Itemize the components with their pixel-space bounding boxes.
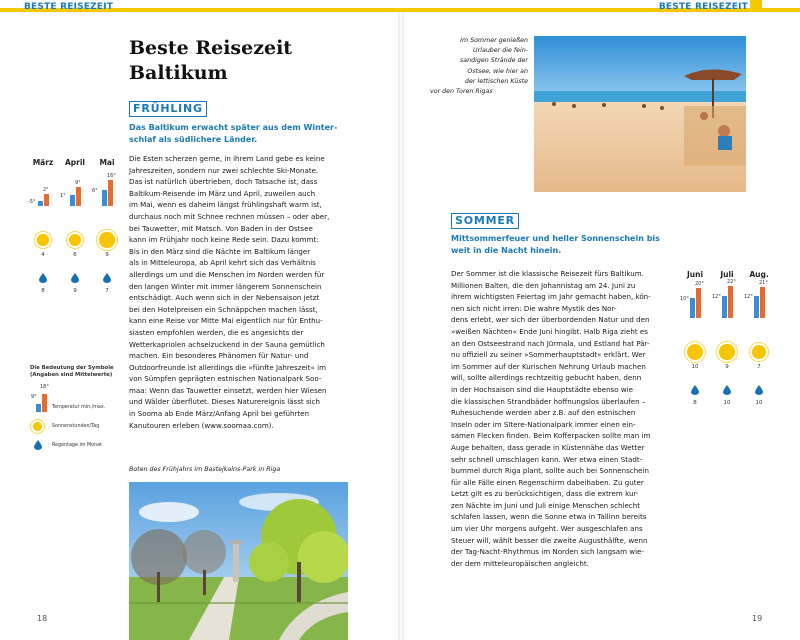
summer-body-line: in der Hochsaison sind die Hauptstädte ebenso wie	[451, 384, 633, 394]
summer-month-label: Juni	[686, 270, 704, 279]
summer-caption-line: der lettischen Küste	[465, 77, 528, 85]
summer-body-text	[451, 268, 669, 569]
summer-temp-bars	[744, 280, 774, 318]
summer-caption-line: Ostsee, wie hier an	[467, 67, 528, 75]
summer-body-line: ihrem wichtigsten Feiertag im Jahr gemacht haben, kön-	[451, 292, 651, 302]
summer-rain-days: 10	[755, 400, 763, 406]
page-number-left: 18	[37, 614, 48, 623]
spring-temp-min-label: 6°	[92, 188, 98, 194]
spring-temp-max-bar	[76, 187, 81, 206]
legend-sun-label: Sonnenstunden/Tag	[52, 424, 100, 429]
summer-body-line: nu offiziell zu seiner »Sommerhauptstadt« erklärt. Wer	[451, 350, 646, 360]
spring-body-line: als in Mitteleuropa, ab April kehrt sich das Verhältnis	[129, 258, 316, 268]
summer-intro-line-2: weit in die Nacht hinein.	[451, 246, 562, 255]
legend-sun-icon	[33, 422, 42, 431]
spring-rain-icon	[39, 273, 47, 283]
summer-climate-chart	[680, 270, 780, 420]
page-number-right: 19	[752, 614, 763, 623]
summer-body-line: Steuer will, wählt besser die zweite Augusthälfte, wenn	[451, 535, 648, 545]
title-line-2: Baltikum	[129, 62, 228, 84]
spring-body-line: den langen Winter mit immer längerem Sonnenschein	[129, 281, 322, 291]
summer-intro	[451, 233, 681, 257]
legend-temp-symbol	[31, 384, 52, 412]
park-illustration	[129, 482, 348, 640]
spring-body-line: Kanutouren erleben (www.soomaa.com).	[129, 420, 274, 430]
spring-temp-max-bar	[108, 180, 113, 206]
summer-month-column	[744, 270, 774, 406]
summer-temp-max-label: 22°	[727, 279, 736, 285]
summer-rain-days: 10	[723, 400, 731, 406]
spring-sun-hours: 6	[73, 252, 77, 258]
spring-body-line: Wetterkapriolen achselzuckend in der Sauna gemütlich	[129, 339, 325, 349]
summer-body-line: der Tag-Nacht-Rhythmus im Norden sich langsam wie-	[451, 547, 644, 557]
summer-temp-min-bar	[754, 296, 759, 318]
spring-body-line: durchaus noch mit Schnee rechnen müssen – oder aber,	[129, 211, 330, 221]
running-header-left: BESTE REISEZEIT	[24, 2, 114, 12]
spring-sun-icon	[37, 234, 48, 245]
summer-temp-min-label: 10°	[680, 296, 689, 302]
summer-body-line: zen Nächte im Juni und Juli einige Menschen schlecht	[451, 500, 640, 510]
spring-temp-max-label: 2°	[43, 187, 49, 193]
summer-rain-days: 8	[693, 400, 697, 406]
summer-sun-icon	[719, 344, 734, 359]
spring-temp-min-label: -5°	[28, 199, 36, 205]
summer-intro-line-1: Mittsommerfeuer und heller Sonnenschein bis	[451, 234, 660, 243]
summer-temp-min-label: 12°	[744, 294, 753, 300]
spring-intro-line-2: schlaf als südlichere Länder.	[129, 135, 258, 144]
spring-body-line: in Sooma ab Ende März/Anfang April bei geführten	[129, 409, 310, 419]
summer-body-line: nen sich nicht irren: Die wahre Mystik des Nor-	[451, 303, 617, 313]
spring-body-line: Jahreszeiten, sondern nur zwei schlechte Ski-Monate.	[129, 165, 319, 175]
legend-title	[30, 365, 120, 379]
spring-month-column	[92, 158, 122, 294]
spring-temp-min-bar	[102, 190, 107, 206]
spring-park-photo	[129, 482, 348, 640]
spring-body-line: maa: Wenn das Tauwetter einsetzt, werden hier Wiesen	[129, 385, 327, 395]
spring-rain-days: 8	[41, 288, 45, 294]
summer-temp-bars	[712, 279, 742, 318]
summer-body-line: der dem mitteleuropäischen angleicht.	[451, 558, 589, 568]
spring-body-text	[129, 153, 349, 431]
spring-body-line: Bis in den März sind die Nächte im Baltikum länger	[129, 246, 311, 256]
summer-temp-max-label: 20°	[695, 281, 704, 287]
summer-body-line: Auge behalten, dass gerade in Küstennähe das Wetter	[451, 442, 645, 452]
running-header-right: BESTE REISEZEIT	[658, 2, 748, 12]
summer-temp-max-bar	[696, 288, 701, 318]
spring-rain-icon	[103, 273, 111, 283]
summer-temp-max-label: 21°	[759, 280, 768, 286]
summer-month-label: Aug.	[749, 270, 769, 279]
spring-sun-icon	[69, 234, 82, 247]
spring-body-line: und Wälder überflutet. Dieses Naturereignis lässt sich	[129, 397, 321, 407]
summer-body-line: Letzt gilt es zu berücksichtigen, dass die extrem kur-	[451, 489, 639, 499]
season-label-spring: FRÜHLING	[129, 101, 207, 117]
spring-temp-max-bar	[44, 194, 49, 206]
spring-temp-bars	[60, 174, 90, 206]
summer-body-line: bummel durch Riga plant, sollte auch bei Sonnenschein	[451, 466, 650, 476]
spring-temp-min-label: 1°	[60, 193, 66, 199]
summer-temp-max-bar	[728, 286, 733, 318]
summer-body-line: samen Flecken finden. Beim Kofferpacken sollte man im	[451, 431, 651, 441]
summer-temp-max-bar	[760, 287, 765, 318]
spring-month-label: Mai	[99, 158, 115, 167]
summer-temp-min-bar	[690, 298, 695, 318]
summer-body-line: sehr schnell umschlagen kann. Wer etwa einen Stadt-	[451, 454, 643, 464]
summer-caption-line: Urlauber die fein-	[473, 47, 528, 55]
summer-rain-icon	[755, 385, 763, 395]
summer-body-line: schlafen lassen, wenn die Sonne etwa in Tallinn bereits	[451, 512, 647, 522]
summer-body-line: für alle Fälle einen Regenschirm dabeihaben. Zu guter	[451, 477, 644, 487]
spring-body-line: im Mai, wenn es daheim längst frühlingshaft warm ist,	[129, 200, 322, 210]
legend-rain-label: Regentage im Monat	[52, 443, 102, 448]
summer-sun-hours: 9	[725, 364, 729, 370]
spring-climate-chart	[28, 158, 128, 308]
spring-sun-hours: 4	[41, 252, 45, 258]
page-title	[129, 36, 389, 86]
summer-body-line: »weißen Nächten« Ende Juni hingibt. Halb Riga zieht es	[451, 326, 648, 336]
spring-body-line: allerdings um und die Menschen im Norden werden für	[129, 269, 325, 279]
summer-body-line: um vier Uhr morgens aufgeht. Wer ausgeschlafen ans	[451, 524, 643, 534]
title-line-1: Beste Reisezeit	[129, 37, 293, 59]
summer-sun-hours: 10	[691, 364, 699, 370]
spring-sun-hours: 9	[105, 252, 109, 258]
spring-body-line: kann im Frühjahr noch keine Rede sein. Dazu kommt:	[129, 235, 319, 245]
spring-month-label: April	[64, 158, 85, 167]
beach-illustration	[534, 36, 746, 192]
legend-temp-min-bar	[36, 404, 41, 412]
summer-temp-bars	[680, 281, 710, 318]
legend-temp-max-label: 18°	[40, 384, 49, 390]
spring-body-line: Das ist natürlich übertrieben, doch Tatsache ist, dass	[129, 177, 318, 187]
spring-temp-bars	[92, 174, 122, 206]
spring-body-line: bei Tauwetter, mit Matsch. Von Baden in der Ostsee	[129, 223, 313, 233]
summer-month-column	[680, 270, 710, 406]
spring-temp-min-bar	[70, 195, 75, 206]
summer-body-line: Ruhesuchende werden aber z.B. auf den estnischen	[451, 408, 636, 418]
summer-temp-min-label: 12°	[712, 294, 721, 300]
spring-month-column	[60, 158, 90, 294]
summer-body-line: will, sollte allerdings rechtzeitig gebucht haben, denn	[451, 373, 642, 383]
summer-body-line: Inseln oder im Sītere-Nationalpark immer einen ein-	[451, 419, 636, 429]
spring-body-line: bei den Hotelpreisen ein Schnäppchen machen lässt,	[129, 304, 318, 314]
summer-sun-hours: 7	[757, 364, 761, 370]
summer-rain-icon	[691, 385, 699, 395]
spring-temp-min-bar	[38, 201, 43, 206]
spring-sun-icon	[99, 232, 114, 247]
legend-temp-min-label: 9°	[31, 394, 37, 400]
page-gutter	[398, 12, 404, 640]
summer-caption-line: vor den Toren Rigas	[430, 88, 493, 96]
summer-body-line: an den Ostseestrand nach Jūrmala, und Estland hat Pär-	[451, 338, 650, 348]
summer-sun-icon	[687, 344, 703, 360]
spring-body-line: Outdoorfreunde ist allerdings die »fünfte Jahreszeit« im	[129, 362, 327, 372]
summer-body-line: im Sommer auf der Kurischen Nehrung Urlaub machen	[451, 361, 646, 371]
spring-temp-bars	[28, 174, 58, 206]
summer-body-line: Millionen Balten, die den Johannistag am 24. Juni zu	[451, 280, 636, 290]
legend-rain-icon	[34, 440, 42, 450]
spring-photo-caption: Boten des Frühjahrs im Bastejkalns-Park in Riga	[129, 466, 281, 473]
spring-intro-line-1: Das Baltikum erwacht später aus dem Winter-	[129, 123, 338, 132]
spring-body-line: kann eine Reise vor Mitte Mai eigentlich nur für Enthu-	[129, 316, 323, 326]
legend-title-line-1: Die Bedeutung der Symbole	[30, 365, 114, 371]
legend-title-line-2: (Angaben sind Mittelwerte)	[30, 372, 113, 378]
spring-month-column	[28, 158, 58, 294]
spring-rain-icon	[71, 273, 79, 283]
summer-body-line: dens erlebt, wer sich der überbordenden Natur und den	[451, 315, 650, 325]
spring-temp-max-label: 9°	[75, 180, 81, 186]
spring-body-line: Die Esten scherzen gerne, in ihrem Land gebe es keine	[129, 154, 325, 163]
summer-body-line: die klassischen Strandbäder hoffnungslos überlaufen –	[451, 396, 646, 406]
header-tab	[750, 0, 762, 12]
spring-rain-days: 7	[105, 288, 109, 294]
summer-month-column	[712, 270, 742, 406]
summer-temp-min-bar	[722, 296, 727, 318]
summer-caption-line: Im Sommer genießen	[460, 37, 528, 44]
legend-temp-label: Temperatur min./max.	[52, 405, 106, 410]
spring-body-line: entschädigt. Auch wenn sich in der Nebensaison jetzt	[129, 293, 320, 303]
season-label-summer: SOMMER	[451, 213, 519, 229]
spring-intro	[129, 122, 369, 146]
spring-body-line: von Sümpfen geprägten estnischen Nationalpark Soo-	[129, 374, 322, 384]
summer-body-line: Der Sommer ist die klassische Reisezeit fürs Baltikum.	[451, 269, 644, 278]
spring-rain-days: 9	[73, 288, 77, 294]
beach-photo	[534, 36, 746, 192]
spring-body-line: machen. Ein besonderes Phänomen für Natur- und	[129, 351, 309, 361]
spring-body-line: siasten empfohlen werden, die es angesichts der	[129, 327, 304, 337]
summer-sun-icon	[752, 345, 766, 359]
spring-temp-max-label: 16°	[107, 173, 116, 179]
summer-month-label: Juli	[720, 270, 734, 279]
spring-month-label: März	[32, 158, 54, 167]
summer-rain-icon	[723, 385, 731, 395]
spring-body-line: Baltikum-Reisende im März und April, zuweilen auch	[129, 188, 316, 198]
summer-caption-line: sandigen Strände der	[460, 57, 528, 65]
summer-photo-caption	[430, 36, 528, 97]
legend-temp-max-bar	[42, 394, 47, 412]
